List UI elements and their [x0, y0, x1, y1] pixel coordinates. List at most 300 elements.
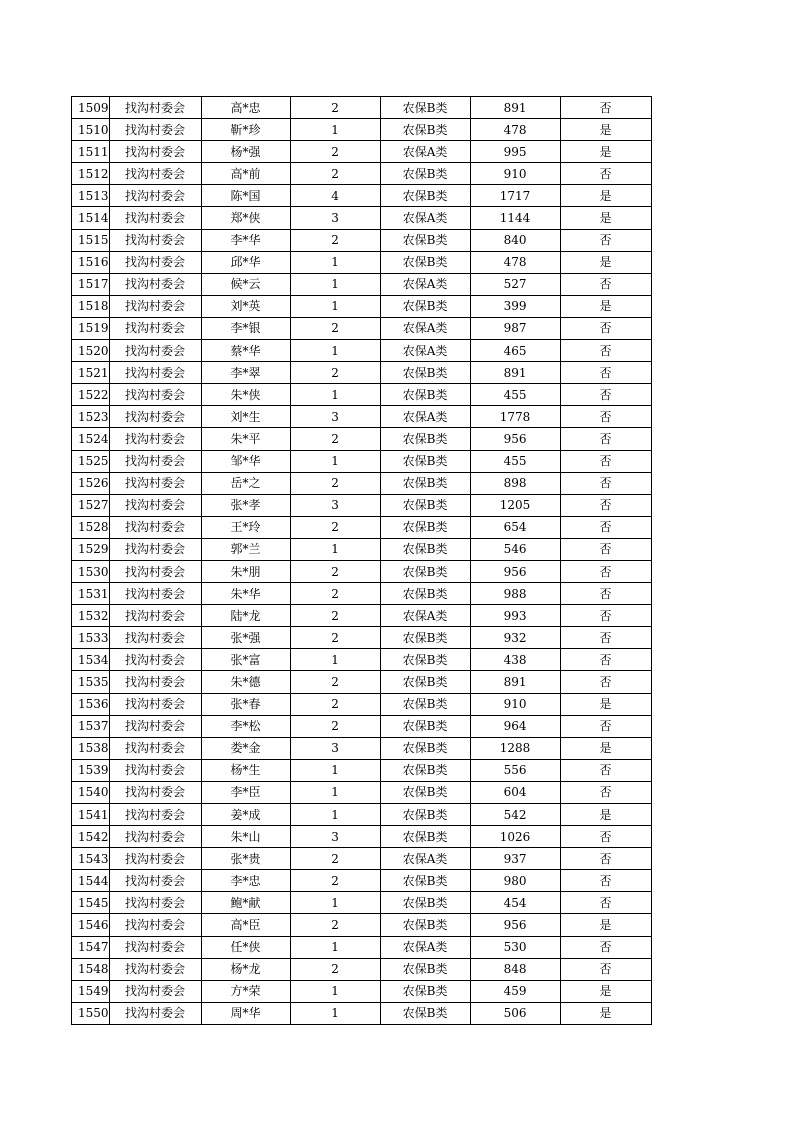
row-number-cell: 1532: [72, 605, 110, 627]
amount-cell: 478: [470, 119, 560, 141]
flag-cell: 是: [560, 914, 651, 936]
table-row: [72, 472, 652, 494]
count-cell: 2: [290, 472, 380, 494]
table-row: [72, 649, 652, 671]
amount-cell: 459: [470, 980, 560, 1002]
amount-cell: 399: [470, 295, 560, 317]
amount-cell: 910: [470, 163, 560, 185]
village-cell: 找沟村委会: [109, 560, 201, 582]
flag-cell: 是: [560, 1002, 651, 1024]
name-cell: 任*侠: [201, 936, 290, 958]
amount-cell: 993: [470, 605, 560, 627]
row-number-cell: 1549: [72, 980, 110, 1002]
amount-cell: 980: [470, 870, 560, 892]
row-number-cell: 1523: [72, 406, 110, 428]
name-cell: 蔡*华: [201, 340, 290, 362]
village-cell: 找沟村委会: [109, 1002, 201, 1024]
village-cell: 找沟村委会: [109, 958, 201, 980]
count-cell: 2: [290, 229, 380, 251]
name-cell: 岳*之: [201, 472, 290, 494]
name-cell: 王*玲: [201, 516, 290, 538]
insurance-type-cell: 农保B类: [380, 97, 470, 119]
count-cell: 3: [290, 826, 380, 848]
insurance-type-cell: 农保B类: [380, 362, 470, 384]
amount-cell: 956: [470, 914, 560, 936]
insurance-type-cell: 农保B类: [380, 627, 470, 649]
table-row: [72, 958, 652, 980]
insurance-type-cell: 农保B类: [380, 1002, 470, 1024]
count-cell: 4: [290, 185, 380, 207]
flag-cell: 否: [560, 649, 651, 671]
row-number-cell: 1541: [72, 804, 110, 826]
village-cell: 找沟村委会: [109, 781, 201, 803]
row-number-cell: 1542: [72, 826, 110, 848]
row-number-cell: 1530: [72, 560, 110, 582]
amount-cell: 1717: [470, 185, 560, 207]
flag-cell: 否: [560, 384, 651, 406]
amount-cell: 542: [470, 804, 560, 826]
insurance-type-cell: 农保B类: [380, 671, 470, 693]
flag-cell: 否: [560, 428, 651, 450]
insurance-type-cell: 农保A类: [380, 317, 470, 339]
village-cell: 找沟村委会: [109, 605, 201, 627]
flag-cell: 是: [560, 185, 651, 207]
flag-cell: 否: [560, 472, 651, 494]
table-row: [72, 141, 652, 163]
amount-cell: 455: [470, 450, 560, 472]
amount-cell: 454: [470, 892, 560, 914]
name-cell: 靳*珍: [201, 119, 290, 141]
insurance-type-cell: 农保B类: [380, 759, 470, 781]
name-cell: 郭*兰: [201, 538, 290, 560]
table-row: [72, 251, 652, 273]
flag-cell: 是: [560, 693, 651, 715]
table-row: [72, 450, 652, 472]
amount-cell: 465: [470, 340, 560, 362]
insurance-type-cell: 农保B类: [380, 119, 470, 141]
insurance-type-cell: 农保B类: [380, 804, 470, 826]
village-cell: 找沟村委会: [109, 317, 201, 339]
name-cell: 郑*侠: [201, 207, 290, 229]
insurance-type-cell: 农保B类: [380, 892, 470, 914]
insurance-type-cell: 农保B类: [380, 185, 470, 207]
table-row: [72, 317, 652, 339]
name-cell: 张*富: [201, 649, 290, 671]
insurance-type-cell: 农保B类: [380, 229, 470, 251]
insurance-type-cell: 农保B类: [380, 516, 470, 538]
table-row: [72, 538, 652, 560]
table-row: [72, 826, 652, 848]
count-cell: 2: [290, 428, 380, 450]
village-cell: 找沟村委会: [109, 472, 201, 494]
village-cell: 找沟村委会: [109, 737, 201, 759]
name-cell: 李*忠: [201, 870, 290, 892]
amount-cell: 891: [470, 362, 560, 384]
row-number-cell: 1509: [72, 97, 110, 119]
count-cell: 1: [290, 804, 380, 826]
insurance-type-cell: 农保B类: [380, 384, 470, 406]
insurance-type-cell: 农保B类: [380, 715, 470, 737]
name-cell: 娄*金: [201, 737, 290, 759]
row-number-cell: 1516: [72, 251, 110, 273]
row-number-cell: 1543: [72, 848, 110, 870]
village-cell: 找沟村委会: [109, 295, 201, 317]
village-cell: 找沟村委会: [109, 362, 201, 384]
amount-cell: 1288: [470, 737, 560, 759]
insurance-type-cell: 农保B类: [380, 649, 470, 671]
count-cell: 2: [290, 560, 380, 582]
flag-cell: 否: [560, 892, 651, 914]
row-number-cell: 1524: [72, 428, 110, 450]
name-cell: 杨*强: [201, 141, 290, 163]
flag-cell: 否: [560, 671, 651, 693]
count-cell: 1: [290, 892, 380, 914]
row-number-cell: 1539: [72, 759, 110, 781]
row-number-cell: 1527: [72, 494, 110, 516]
count-cell: 1: [290, 1002, 380, 1024]
flag-cell: 否: [560, 958, 651, 980]
flag-cell: 否: [560, 163, 651, 185]
flag-cell: 否: [560, 583, 651, 605]
amount-cell: 910: [470, 693, 560, 715]
table-row: [72, 119, 652, 141]
amount-cell: 937: [470, 848, 560, 870]
count-cell: 1: [290, 538, 380, 560]
insurance-type-cell: 农保B类: [380, 870, 470, 892]
flag-cell: 否: [560, 759, 651, 781]
table-row: [72, 1002, 652, 1024]
name-cell: 姜*成: [201, 804, 290, 826]
table-row: [72, 97, 652, 119]
flag-cell: 否: [560, 516, 651, 538]
count-cell: 1: [290, 251, 380, 273]
village-cell: 找沟村委会: [109, 826, 201, 848]
name-cell: 朱*德: [201, 671, 290, 693]
village-cell: 找沟村委会: [109, 627, 201, 649]
name-cell: 朱*平: [201, 428, 290, 450]
amount-cell: 932: [470, 627, 560, 649]
village-cell: 找沟村委会: [109, 494, 201, 516]
amount-cell: 1144: [470, 207, 560, 229]
name-cell: 高*前: [201, 163, 290, 185]
flag-cell: 否: [560, 362, 651, 384]
amount-cell: 987: [470, 317, 560, 339]
table-row: [72, 185, 652, 207]
count-cell: 1: [290, 295, 380, 317]
name-cell: 张*孝: [201, 494, 290, 516]
insurance-type-cell: 农保B类: [380, 826, 470, 848]
insurance-type-cell: 农保B类: [380, 472, 470, 494]
insurance-type-cell: 农保B类: [380, 428, 470, 450]
insurance-type-cell: 农保A类: [380, 207, 470, 229]
count-cell: 2: [290, 671, 380, 693]
village-cell: 找沟村委会: [109, 97, 201, 119]
row-number-cell: 1520: [72, 340, 110, 362]
row-number-cell: 1540: [72, 781, 110, 803]
village-cell: 找沟村委会: [109, 980, 201, 1002]
insurance-type-cell: 农保B类: [380, 583, 470, 605]
name-cell: 陈*国: [201, 185, 290, 207]
name-cell: 高*忠: [201, 97, 290, 119]
name-cell: 刘*英: [201, 295, 290, 317]
row-number-cell: 1545: [72, 892, 110, 914]
village-cell: 找沟村委会: [109, 141, 201, 163]
insurance-type-cell: 农保A类: [380, 406, 470, 428]
table-row: [72, 759, 652, 781]
flag-cell: 否: [560, 273, 651, 295]
amount-cell: 1778: [470, 406, 560, 428]
village-cell: 找沟村委会: [109, 693, 201, 715]
flag-cell: 是: [560, 980, 651, 1002]
row-number-cell: 1534: [72, 649, 110, 671]
table-row: [72, 273, 652, 295]
name-cell: 高*臣: [201, 914, 290, 936]
flag-cell: 否: [560, 870, 651, 892]
insurance-type-cell: 农保B类: [380, 560, 470, 582]
table-row: [72, 163, 652, 185]
row-number-cell: 1548: [72, 958, 110, 980]
amount-cell: 898: [470, 472, 560, 494]
flag-cell: 是: [560, 119, 651, 141]
village-cell: 找沟村委会: [109, 870, 201, 892]
table-row: [72, 207, 652, 229]
table-row: [72, 406, 652, 428]
count-cell: 2: [290, 163, 380, 185]
count-cell: 3: [290, 207, 380, 229]
village-cell: 找沟村委会: [109, 207, 201, 229]
insurance-type-cell: 农保B类: [380, 295, 470, 317]
village-cell: 找沟村委会: [109, 892, 201, 914]
table-row: [72, 384, 652, 406]
table-row: [72, 627, 652, 649]
row-number-cell: 1529: [72, 538, 110, 560]
village-cell: 找沟村委会: [109, 119, 201, 141]
name-cell: 李*臣: [201, 781, 290, 803]
village-cell: 找沟村委会: [109, 251, 201, 273]
insurance-type-cell: 农保B类: [380, 538, 470, 560]
flag-cell: 否: [560, 340, 651, 362]
flag-cell: 否: [560, 494, 651, 516]
count-cell: 2: [290, 914, 380, 936]
flag-cell: 否: [560, 781, 651, 803]
table-row: [72, 781, 652, 803]
insurance-type-cell: 农保B类: [380, 251, 470, 273]
row-number-cell: 1546: [72, 914, 110, 936]
table-row: [72, 605, 652, 627]
name-cell: 邹*华: [201, 450, 290, 472]
flag-cell: 否: [560, 715, 651, 737]
table-row: [72, 516, 652, 538]
insurance-type-cell: 农保B类: [380, 693, 470, 715]
name-cell: 刘*生: [201, 406, 290, 428]
row-number-cell: 1533: [72, 627, 110, 649]
row-number-cell: 1513: [72, 185, 110, 207]
count-cell: 1: [290, 759, 380, 781]
amount-cell: 556: [470, 759, 560, 781]
insurance-type-cell: 农保B类: [380, 737, 470, 759]
insurance-type-cell: 农保A类: [380, 605, 470, 627]
name-cell: 朱*山: [201, 826, 290, 848]
amount-cell: 455: [470, 384, 560, 406]
flag-cell: 否: [560, 317, 651, 339]
amount-cell: 654: [470, 516, 560, 538]
count-cell: 2: [290, 605, 380, 627]
insurance-type-cell: 农保B类: [380, 958, 470, 980]
name-cell: 李*华: [201, 229, 290, 251]
name-cell: 朱*侠: [201, 384, 290, 406]
table-row: [72, 295, 652, 317]
count-cell: 1: [290, 119, 380, 141]
table-row: [72, 804, 652, 826]
table-row: [72, 737, 652, 759]
name-cell: 李*松: [201, 715, 290, 737]
name-cell: 张*贵: [201, 848, 290, 870]
name-cell: 候*云: [201, 273, 290, 295]
amount-cell: 840: [470, 229, 560, 251]
count-cell: 2: [290, 958, 380, 980]
row-number-cell: 1544: [72, 870, 110, 892]
name-cell: 杨*生: [201, 759, 290, 781]
count-cell: 1: [290, 649, 380, 671]
row-number-cell: 1538: [72, 737, 110, 759]
data-table: [71, 96, 652, 1025]
amount-cell: 956: [470, 560, 560, 582]
name-cell: 周*华: [201, 1002, 290, 1024]
row-number-cell: 1514: [72, 207, 110, 229]
flag-cell: 否: [560, 406, 651, 428]
insurance-type-cell: 农保B类: [380, 450, 470, 472]
name-cell: 朱*华: [201, 583, 290, 605]
flag-cell: 否: [560, 229, 651, 251]
flag-cell: 否: [560, 538, 651, 560]
name-cell: 李*翠: [201, 362, 290, 384]
flag-cell: 是: [560, 737, 651, 759]
table-row: [72, 892, 652, 914]
flag-cell: 是: [560, 251, 651, 273]
row-number-cell: 1550: [72, 1002, 110, 1024]
name-cell: 张*春: [201, 693, 290, 715]
village-cell: 找沟村委会: [109, 163, 201, 185]
count-cell: 2: [290, 848, 380, 870]
village-cell: 找沟村委会: [109, 229, 201, 251]
count-cell: 3: [290, 494, 380, 516]
table-row: [72, 914, 652, 936]
village-cell: 找沟村委会: [109, 914, 201, 936]
table-row: [72, 494, 652, 516]
amount-cell: 956: [470, 428, 560, 450]
count-cell: 3: [290, 737, 380, 759]
village-cell: 找沟村委会: [109, 185, 201, 207]
amount-cell: 891: [470, 97, 560, 119]
village-cell: 找沟村委会: [109, 936, 201, 958]
flag-cell: 否: [560, 936, 651, 958]
village-cell: 找沟村委会: [109, 583, 201, 605]
row-number-cell: 1510: [72, 119, 110, 141]
insurance-type-cell: 农保B类: [380, 914, 470, 936]
count-cell: 1: [290, 781, 380, 803]
count-cell: 2: [290, 362, 380, 384]
flag-cell: 否: [560, 560, 651, 582]
amount-cell: 506: [470, 1002, 560, 1024]
row-number-cell: 1515: [72, 229, 110, 251]
table-row: [72, 693, 652, 715]
row-number-cell: 1537: [72, 715, 110, 737]
village-cell: 找沟村委会: [109, 715, 201, 737]
village-cell: 找沟村委会: [109, 804, 201, 826]
count-cell: 2: [290, 627, 380, 649]
table-row: [72, 229, 652, 251]
amount-cell: 891: [470, 671, 560, 693]
count-cell: 2: [290, 516, 380, 538]
village-cell: 找沟村委会: [109, 538, 201, 560]
village-cell: 找沟村委会: [109, 450, 201, 472]
count-cell: 1: [290, 980, 380, 1002]
row-number-cell: 1518: [72, 295, 110, 317]
name-cell: 邱*华: [201, 251, 290, 273]
village-cell: 找沟村委会: [109, 406, 201, 428]
flag-cell: 是: [560, 207, 651, 229]
flag-cell: 否: [560, 97, 651, 119]
amount-cell: 438: [470, 649, 560, 671]
amount-cell: 527: [470, 273, 560, 295]
table-row: [72, 583, 652, 605]
insurance-type-cell: 农保A类: [380, 141, 470, 163]
insurance-type-cell: 农保A类: [380, 273, 470, 295]
count-cell: 1: [290, 273, 380, 295]
amount-cell: 546: [470, 538, 560, 560]
count-cell: 3: [290, 406, 380, 428]
table-row: [72, 980, 652, 1002]
count-cell: 2: [290, 141, 380, 163]
table-row: [72, 340, 652, 362]
row-number-cell: 1547: [72, 936, 110, 958]
flag-cell: 否: [560, 450, 651, 472]
village-cell: 找沟村委会: [109, 340, 201, 362]
table-body: [72, 97, 652, 1025]
name-cell: 陆*龙: [201, 605, 290, 627]
flag-cell: 否: [560, 605, 651, 627]
table-row: [72, 715, 652, 737]
count-cell: 2: [290, 583, 380, 605]
name-cell: 方*荣: [201, 980, 290, 1002]
name-cell: 鲍*献: [201, 892, 290, 914]
flag-cell: 否: [560, 848, 651, 870]
flag-cell: 是: [560, 141, 651, 163]
table-row: [72, 671, 652, 693]
amount-cell: 1205: [470, 494, 560, 516]
amount-cell: 1026: [470, 826, 560, 848]
village-cell: 找沟村委会: [109, 649, 201, 671]
amount-cell: 604: [470, 781, 560, 803]
row-number-cell: 1536: [72, 693, 110, 715]
row-number-cell: 1517: [72, 273, 110, 295]
table-row: [72, 936, 652, 958]
insurance-type-cell: 农保B类: [380, 163, 470, 185]
count-cell: 2: [290, 870, 380, 892]
row-number-cell: 1528: [72, 516, 110, 538]
village-cell: 找沟村委会: [109, 516, 201, 538]
flag-cell: 否: [560, 826, 651, 848]
amount-cell: 478: [470, 251, 560, 273]
insurance-type-cell: 农保B类: [380, 781, 470, 803]
count-cell: 1: [290, 936, 380, 958]
count-cell: 1: [290, 340, 380, 362]
table-row: [72, 362, 652, 384]
count-cell: 1: [290, 450, 380, 472]
row-number-cell: 1531: [72, 583, 110, 605]
count-cell: 2: [290, 97, 380, 119]
row-number-cell: 1525: [72, 450, 110, 472]
